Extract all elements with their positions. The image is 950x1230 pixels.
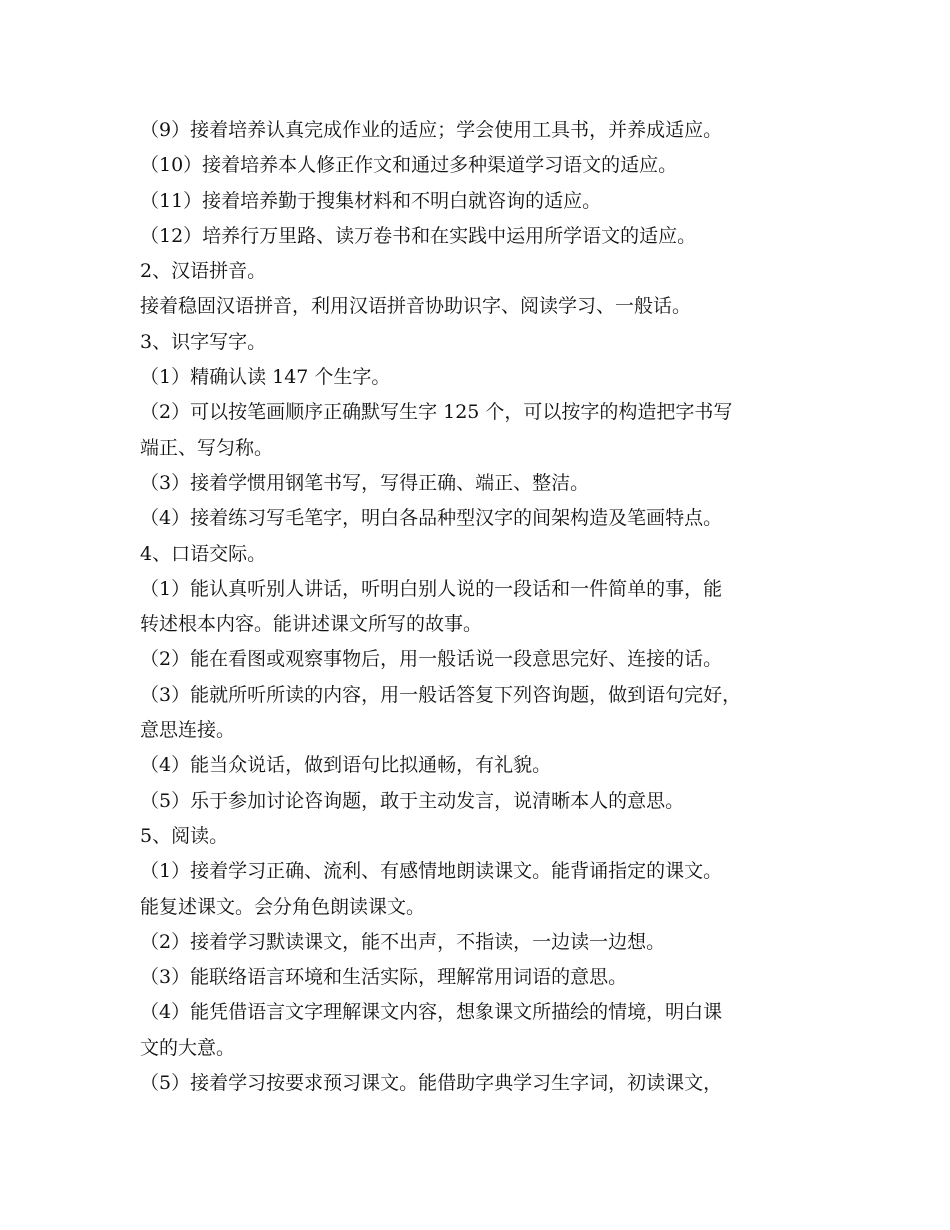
text-line: 端正、写匀称。 xyxy=(140,436,274,459)
text-line: （4）接着练习写毛笔字，明白各品种型汉字的间架构造及笔画特点。 xyxy=(140,507,723,530)
text-line: （3）接着学惯用钢笔书写，写得正确、端正、整洁。 xyxy=(140,471,590,494)
section-heading: 5、阅读。 xyxy=(140,824,229,847)
text-line: （1）能认真听别人讲话，听明白别人说的一段话和一件简单的事，能 xyxy=(140,577,723,600)
text-line: （1）接着学习正确、流利、有感情地朗读课文。能背诵指定的课文。 xyxy=(140,860,723,883)
text-line: （5）乐于参加讨论咨询题，敢于主动发言，说清晰本人的意思。 xyxy=(140,789,685,812)
text-line: 能复述课文。会分角色朗读课文。 xyxy=(140,895,426,918)
text-line: （2）能在看图或观察事物后，用一般话说一段意思完好、连接的话。 xyxy=(140,648,723,671)
text-line: （3）能联络语言环境和生活实际，理解常用词语的意思。 xyxy=(140,966,628,989)
section-heading: 4、口语交际。 xyxy=(140,542,267,565)
text-line: （12）培养行万里路、读万卷书和在实践中运用所学语文的适应。 xyxy=(140,224,697,247)
section-heading: 3、识字写字。 xyxy=(140,330,267,353)
text-line: （11）接着培养勤于搜集材料和不明白就咨询的适应。 xyxy=(140,189,602,212)
document-body xyxy=(140,113,830,1101)
text-line: 接着稳固汉语拼音，利用汉语拼音协助识字、阅读学习、一般话。 xyxy=(140,295,692,318)
text-line: （10）接着培养本人修正作文和通过多种渠道学习语文的适应。 xyxy=(140,154,678,177)
text-line: （9）接着培养认真完成作业的适应；学会使用工具书，并养成适应。 xyxy=(140,119,723,141)
text-line: 文的大意。 xyxy=(140,1036,236,1059)
text-line: （2）可以按笔画顺序正确默写生字 125 个，可以按字的构造把字书写 xyxy=(140,401,733,424)
text-line: （5）接着学习按要求预习课文。能借助字典学习生字词，初读课文， xyxy=(140,1072,723,1095)
text-line: （3）能就所听所读的内容，用一般话答复下列咨询题，做到语句完好， xyxy=(140,683,742,706)
text-line: （1）精确认读 147 个生字。 xyxy=(140,366,391,389)
text-line: 转述根本内容。能讲述课文所写的故事。 xyxy=(140,613,483,636)
section-heading: 2、汉语拼音。 xyxy=(140,260,267,283)
text-line: （4）能凭借语言文字理解课文内容，想象课文所描绘的情境，明白课 xyxy=(140,1001,723,1024)
text-line: （2）接着学习默读课文，能不出声，不指读，一边读一边想。 xyxy=(140,930,666,953)
text-line: 意思连接。 xyxy=(140,719,236,742)
text-line: （4）能当众说话，做到语句比拟通畅，有礼貌。 xyxy=(140,754,552,777)
